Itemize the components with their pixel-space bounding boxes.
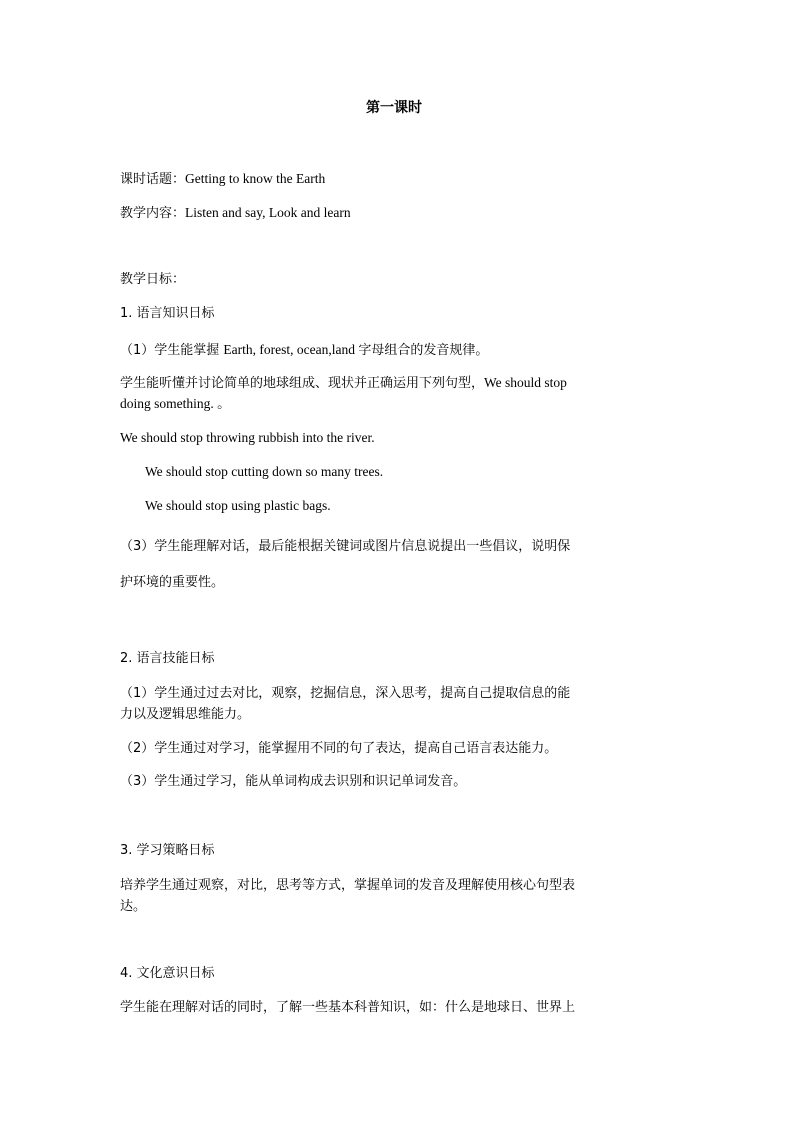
example-sentence-2: We should stop cutting down so many trees. xyxy=(145,464,384,479)
section1-item2-line2: doing something. 。 xyxy=(120,396,231,411)
section3-line1: 培养学生通过观察，对比，思考等方式，掌握单词的发音及理解使用核心句型表 xyxy=(120,878,576,893)
section2-item1-line1: （1）学生通过过去对比，观察，挖掘信息，深入思考，提高自己提取信息的能 xyxy=(120,686,571,701)
section1-item2-en-a: We should stop xyxy=(484,375,567,390)
topic-line xyxy=(120,170,325,189)
section1-item2-prefix: 学生能听懂并讨论简单的地球组成、现状并正确运用下列句型， xyxy=(120,376,485,391)
topic-label: 课时话题： xyxy=(120,172,186,187)
section1-item1-prefix: （1）学生能掌握 xyxy=(120,343,224,358)
section1-item3-line2: 护环境的重要性。 xyxy=(120,575,225,590)
section3-heading: 3. 学习策略日标 xyxy=(120,843,215,858)
section2-item3: （3）学生通过学习，能从单词构成去识别和识记单词发音。 xyxy=(120,774,467,789)
section4-heading: 4. 文化意识日标 xyxy=(120,966,215,981)
content-label: 教学内容： xyxy=(120,206,186,221)
objectives-heading: 教学日标： xyxy=(120,272,186,287)
section2-heading: 2. 语言技能日标 xyxy=(120,651,215,666)
section1-item1-words: Earth, forest, ocean,land xyxy=(223,342,359,357)
section3-line2: 达。 xyxy=(120,899,147,914)
topic-value: Getting to know the Earth xyxy=(185,171,326,186)
content-value: Listen and say, Look and learn xyxy=(185,205,351,220)
page-title: 第一课时 xyxy=(366,100,422,116)
section2-item1-line2: 力以及逻辑思维能力。 xyxy=(120,707,251,722)
section1-item1-suffix: 字母组合的发音规律。 xyxy=(358,343,489,358)
section1-item1 xyxy=(120,341,488,360)
section4-line1: 学生能在理解对话的同时，了解一些基本科普知识，如：什么是地球日、世界上 xyxy=(120,1000,576,1015)
section1-heading: 1. 语言知识日标 xyxy=(120,306,215,321)
example-sentence-1: We should stop throwing rubbish into the river. xyxy=(120,430,375,445)
content-line xyxy=(120,204,351,223)
section1-item3-line1: （3）学生能理解对话，最后能根据关键词或图片信息说提出一些倡议，说明保 xyxy=(120,539,571,554)
section1-item2-line1 xyxy=(120,374,676,393)
example-sentence-3: We should stop using plastic bags. xyxy=(145,498,331,513)
section2-item2: （2）学生通过对学习，能掌握用不同的句了表达，提高自己语言表达能力。 xyxy=(120,741,558,756)
